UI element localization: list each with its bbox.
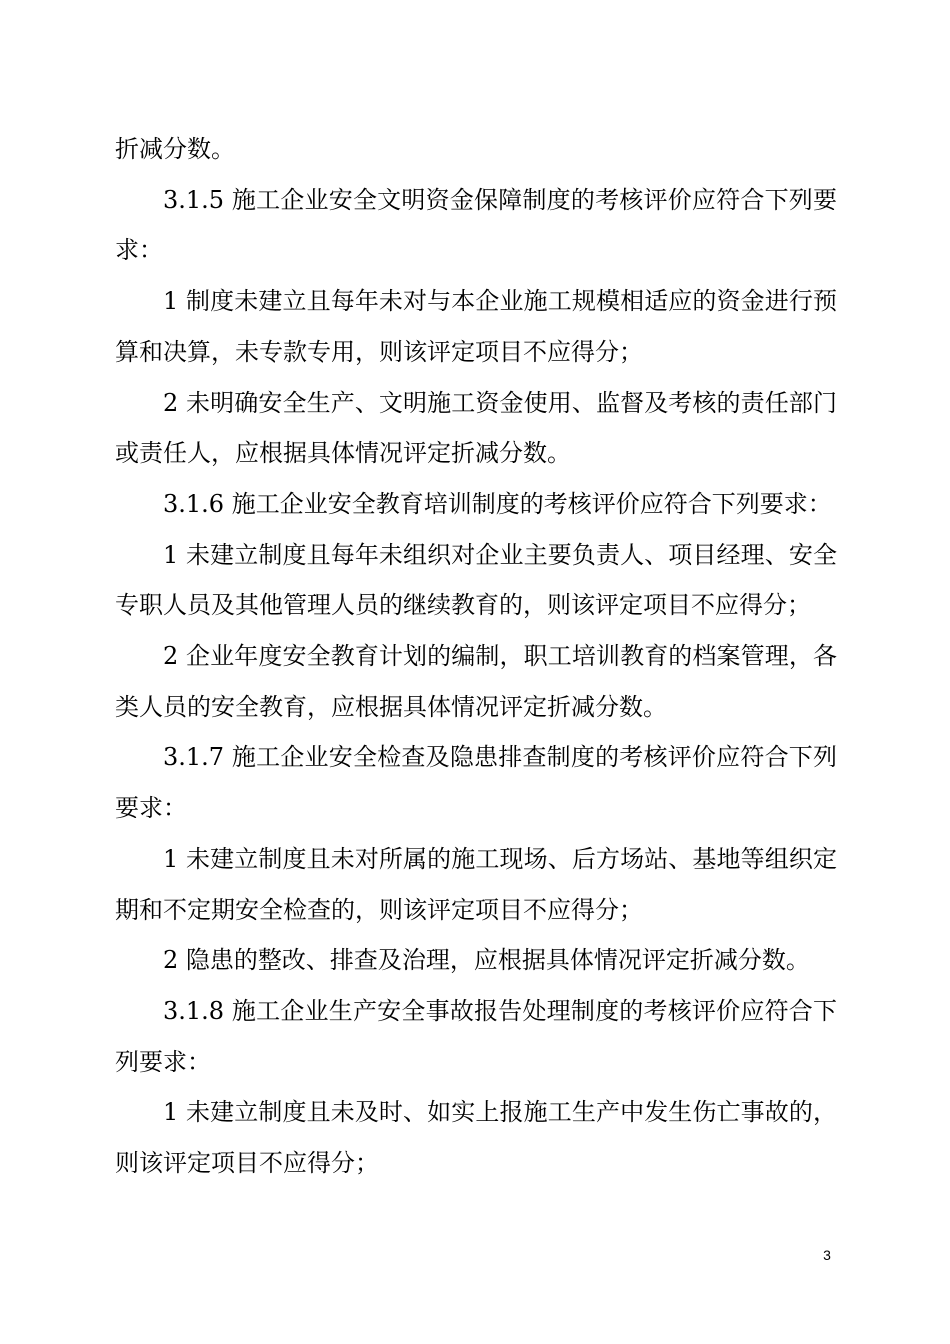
paragraph-8: 3.1.7 施工企业安全检查及隐患排查制度的考核评价应符合下列要求： <box>115 743 837 823</box>
paragraph-11: 3.1.8 施工企业生产安全事故报告处理制度的考核评价应符合下列要求： <box>115 996 837 1076</box>
page-number: 3 <box>823 1247 831 1263</box>
paragraph-3: 1 制度未建立且每年未对与本企业施工规模相适应的资金进行预算和决算，未专款专用，则该评定项目不应得分； <box>115 287 837 366</box>
paragraph-5: 3.1.6 施工企业安全教育培训制度的考核评价应符合下列要求： <box>163 489 832 518</box>
paragraph-10: 2 隐患的整改、排查及治理，应根据具体情况评定折减分数。 <box>163 946 810 975</box>
paragraph-1: 折减分数。 <box>115 135 235 163</box>
document-body <box>115 124 837 1189</box>
paragraph-2: 3.1.5 施工企业安全文明资金保障制度的考核评价应符合下列要求： <box>115 185 837 265</box>
paragraph-9: 1 未建立制度且未对所属的施工现场、后方场站、基地等组织定期和不定期安全检查的，则该评定项目不应得分； <box>115 844 837 924</box>
paragraph-12: 1 未建立制度且未及时、如实上报施工生产中发生伤亡事故的，则该评定项目不应得分； <box>115 1098 837 1178</box>
paragraph-4: 2 未明确安全生产、文明施工资金使用、监督及考核的责任部门或责任人，应根据具体情况评定折减分数。 <box>115 388 837 468</box>
paragraph-6: 1 未建立制度且每年未组织对企业主要负责人、项目经理、安全专职人员及其他管理人员的继续教育的，则该评定项目不应得分； <box>115 540 837 620</box>
paragraph-7: 2 企业年度安全教育计划的编制，职工培训教育的档案管理，各类人员的安全教育，应根据具体情况评定折减分数。 <box>115 642 837 721</box>
